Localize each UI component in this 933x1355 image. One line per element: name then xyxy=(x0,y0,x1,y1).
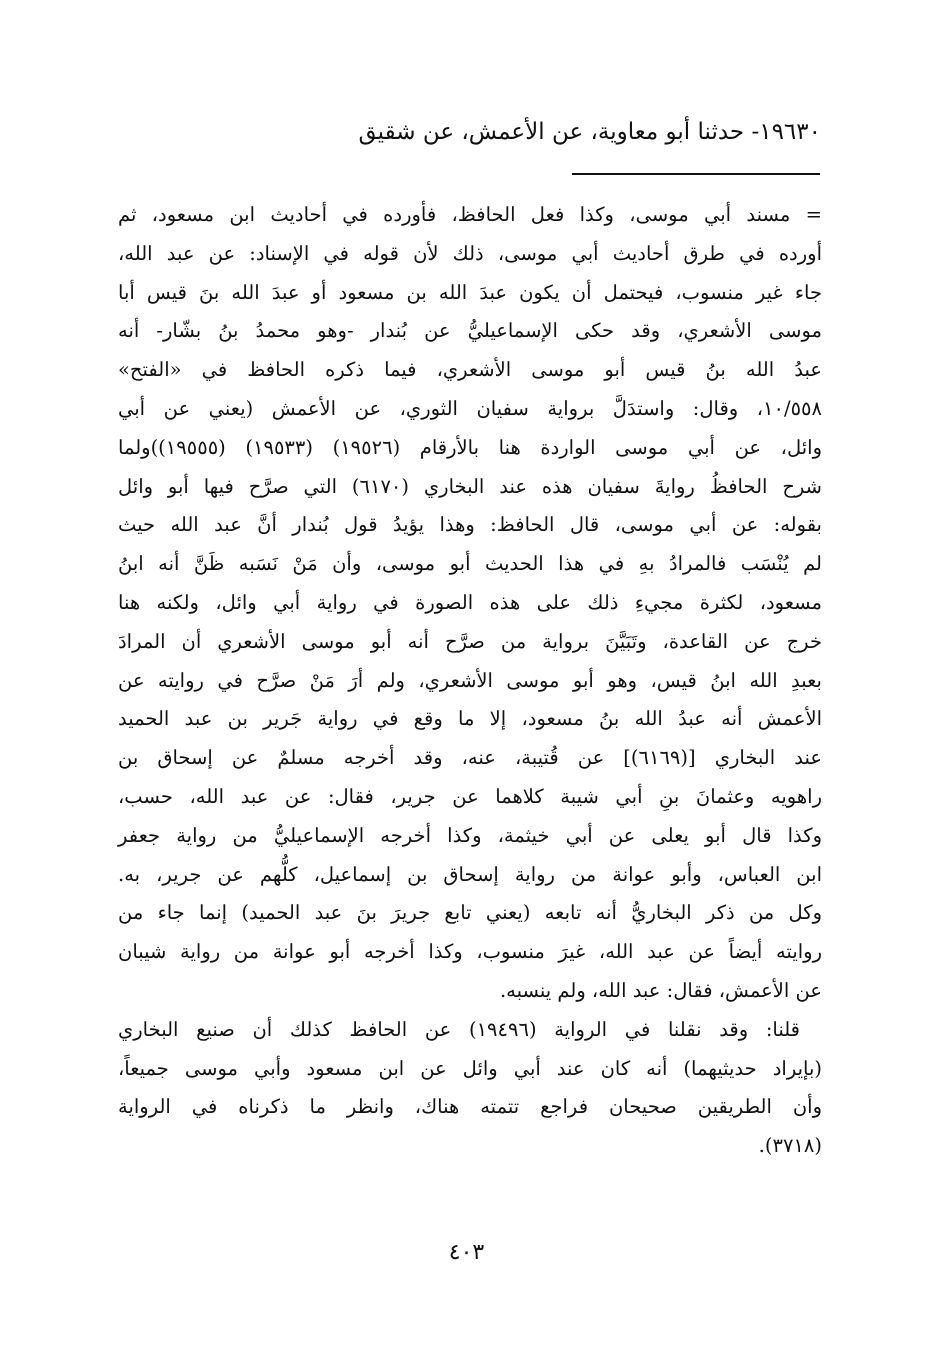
footnote-line: = مسند أبي موسى، وكذا فعل الحافظ، فأورده في أحاديث ابن مسعود، ثم xyxy=(118,203,822,226)
footnote-line: بقوله: عن أبي موسى، قال الحافظ: وهذا يؤيدُ قول بُندار أنَّ عبد الله حيث xyxy=(118,513,822,537)
footnote-line: وكذا قال أبو يعلى عن أبي خيثمة، وكذا أخرجه الإسماعيليُّ من رواية جعفر xyxy=(118,823,822,847)
footnote-line: الأعمش أنه عبدُ الله بنُ مسعود، إلا ما وقع في رواية جَرير بن عبد الحميد xyxy=(118,707,822,731)
note-line: قلنا: وقد نقلنا في الرواية (١٩٤٩٦) عن الحافظ كذلك أن صنيع البخاري xyxy=(118,1017,800,1041)
footnote-line: ١٠/٥٥٨، وقال: واستدَلَّ برواية سفيان الثوري، عن الأعمش (يعني عن أبي xyxy=(118,396,822,420)
footnote-line: بعبدِ الله ابنُ قيس، وهو أبو موسى الأشعري، ولم أرَ مَنْ صرَّح في روايته عن xyxy=(118,668,822,692)
hadith-heading: ١٩٦٣٠- حدثنا أبو معاوية، عن الأعمش، عن شقيق xyxy=(358,119,821,145)
footnote-line: راهويه وعثمانَ بنِ أبي شيبة كلاهما عن جرير، فقال: عن عبد الله، حسب، xyxy=(118,784,822,808)
footnote-line: لم يُنْسَب فالمرادُ بهِ في هذا الحديث أبو موسى، وأن مَنْ نَسَبه ظَنَّ أنه ابنُ xyxy=(118,552,822,576)
separator-rule xyxy=(572,173,820,175)
footnote-line: موسى الأشعري، وقد حكى الإسماعيليُّ عن بُندار -وهو محمدُ بنُ بشّار- أنه xyxy=(118,319,822,343)
note-line: (بإيراد حديثيهما) أنه كان عند أبي وائل عن ابن مسعود وأبي موسى جميعاً، xyxy=(118,1056,822,1080)
note-line: وأن الطريقين صحيحان فراجع تتمته هناك، وانظر ما ذكرناه في الرواية xyxy=(118,1095,822,1119)
footnote-line: ابن العباس، وأبو عوانة من رواية إسحاق بن إسماعيل، كلُّهم عن جرير، به. xyxy=(118,862,822,886)
footnote-line: وكل من ذكر البخاريُّ أنه تابعه (يعني تابع جريرَ بنَ عبد الحميد) إنما جاء من xyxy=(118,901,822,925)
footnote-line: مسعود، لكثرة مجيءِ ذلك على هذه الصورة في رواية أبي وائل، ولكنه هنا xyxy=(118,590,822,614)
footnote-body xyxy=(118,196,822,1166)
footnote-line: عبدُ الله بنُ قيس أبو موسى الأشعري، فيما ذكره الحافظ في «الفتح» xyxy=(118,358,822,382)
page-number: ٤٠٣ xyxy=(448,1240,485,1265)
footnote-line: عند البخاري [(٦١٦٩)] عن قُتيبة، عنه، وقد أخرجه مسلمٌ عن إسحاق بن xyxy=(118,746,822,770)
footnote-line: عن الأعمش، فقال: عبد الله، ولم ينسبه. xyxy=(499,978,822,1002)
footnote-line: جاء غير منسوب، فيحتمل أن يكون عبدَ الله بن مسعود أو عبدَ الله بنَ قيس أبا xyxy=(118,280,822,304)
footnote-line: وائل، عن أبي موسى الواردة هنا بالأرقام (١٩٥٢٦) (١٩٥٣٣) (١٩٥٥٥))ولما xyxy=(118,435,822,459)
footnote-line: أورده في طرق أحاديث أبي موسى، ذلك لأن قوله في الإسناد: عن عبد الله، xyxy=(118,241,822,265)
footnote-line: روايته أيضاً عن عبد الله، غيرَ منسوب، وكذا أخرجه أبو عوانة من رواية شيبان xyxy=(118,940,822,964)
footnote-line: خرج عن القاعدة، وتَبَيَّنَ برواية من صرَّح أنه أبو موسى الأشعري أن المرادَ xyxy=(118,629,822,653)
footnote-line: شرح الحافظُ روايةَ سفيان هذه عند البخاري (٦١٧٠) التي صرَّح فيها أبو وائل xyxy=(118,474,822,498)
note-line: (٣٧١٨). xyxy=(758,1134,822,1158)
